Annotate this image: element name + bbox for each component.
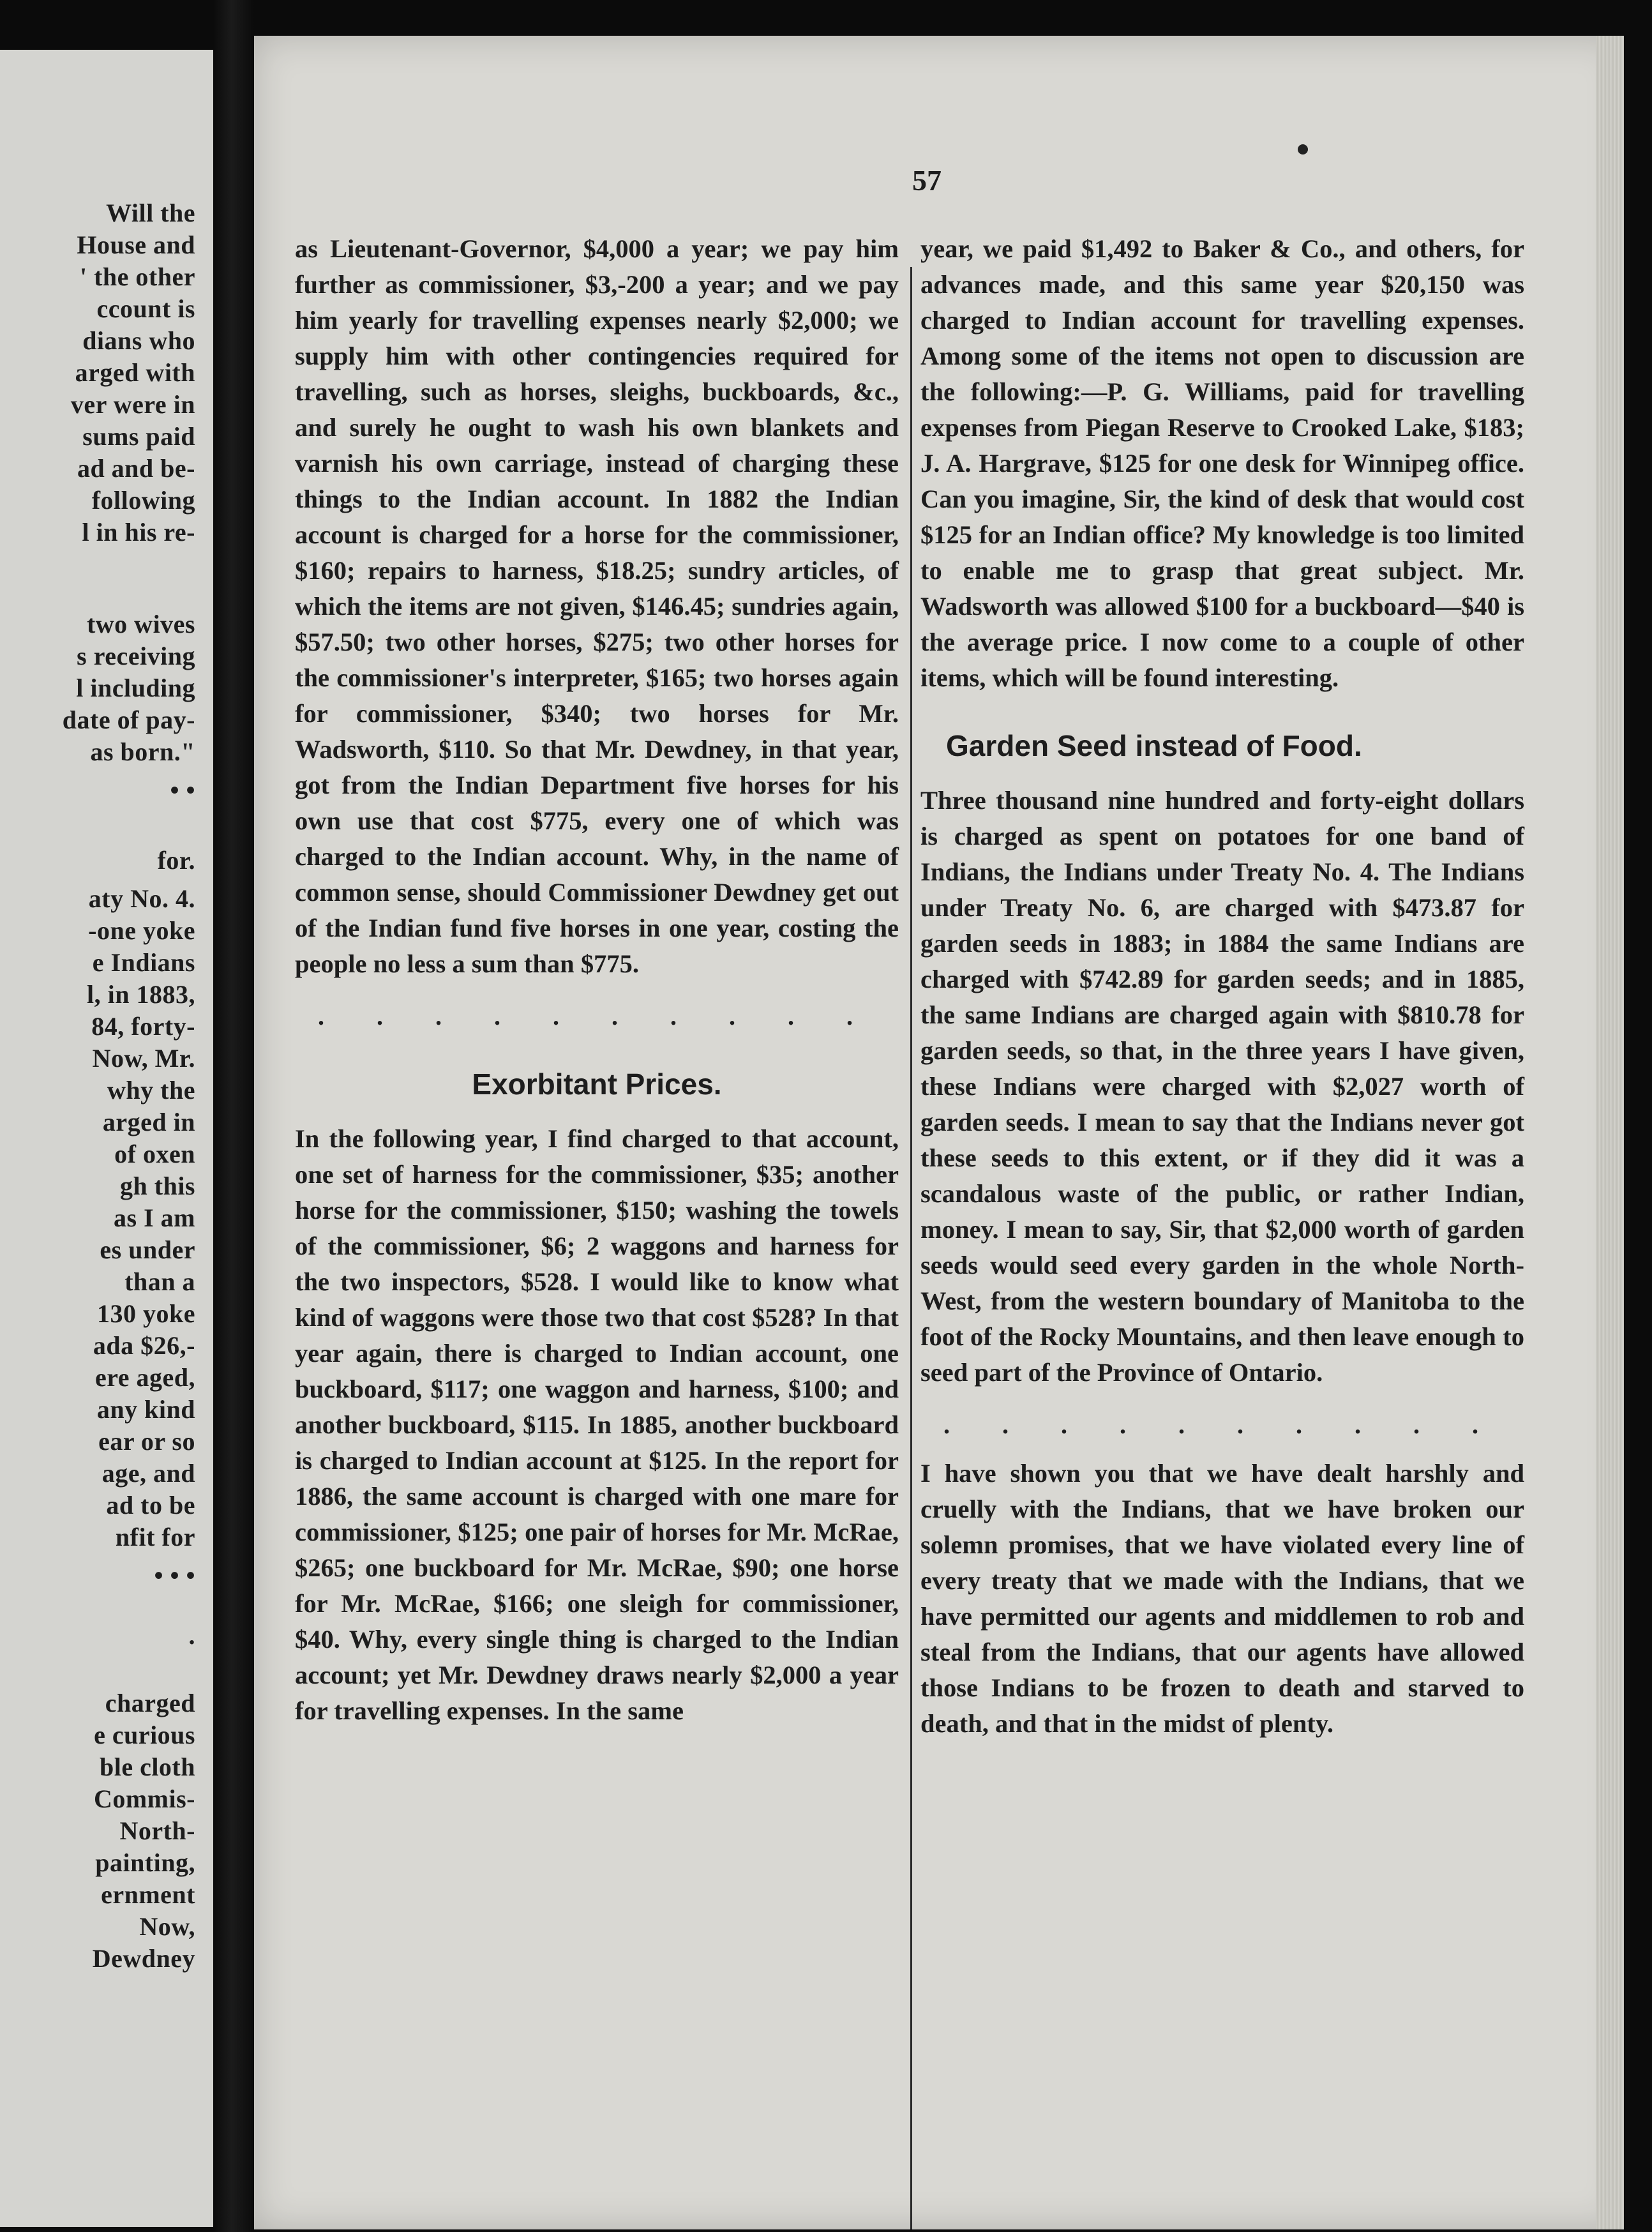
left-page-text-fragment: date of pay-: [62, 705, 195, 734]
left-page-text-fragment: 84, forty-: [91, 1012, 195, 1041]
left-page-text-fragment: ear or so: [98, 1427, 195, 1456]
left-page-text-fragment: as I am: [114, 1203, 195, 1232]
left-page-text-fragment: nfit for: [115, 1523, 195, 1551]
left-page-text-fragment: aty No. 4.: [88, 884, 195, 913]
left-page-text-fragment: arged with: [75, 358, 195, 387]
left-page-text-fragment: any kind: [96, 1395, 195, 1424]
left-page-text-fragment: l, in 1883,: [87, 980, 195, 1009]
section-divider-dots: . . . . . . . . . .: [943, 1410, 1501, 1439]
left-page-text-fragment: • •: [170, 776, 195, 804]
left-page-text-fragment: ccount is: [96, 294, 195, 323]
left-page-text-fragment: ad and be-: [77, 454, 195, 483]
left-page-text-fragment: North-: [119, 1816, 195, 1845]
left-page-text-fragment: e Indians: [92, 948, 195, 977]
heading-exorbitant-prices: Exorbitant Prices.: [472, 1067, 722, 1101]
left-page-text-fragment: painting,: [95, 1848, 195, 1877]
left-page-text-fragment: ble cloth: [99, 1753, 195, 1781]
page-edge: [1596, 36, 1624, 2229]
column-right: [920, 231, 1524, 1742]
column-left-paragraph-2: In the following year, I find charged to that account, one set of harness for the commissioner, $35; another horse for the commissioner, $150; washing the towels of the commissioner, $6; 2 waggons and harness for the two inspectors, $528. I would like to know what kind of waggons were those two that cost $528? In that year again, there is charged to Indian account, one buckboard, $117; one waggon and harness, $100; and another buckboard, $115. In 1885, another buckboard is charged to Indian account at $125. In the report for 1886, the same account is charged with one mare for commissioner, $125; one pair of horses for Mr. McRae, $265; one buckboard for Mr. McRae, $90; one horse for Mr. McRae, $166; one sleigh for commissioner, $40. Why, every single thing is charged to the Indian account; yet Mr. Dewdney draws nearly $2,000 a year for travelling expenses. In the same: [295, 1124, 899, 1725]
left-page-text-fragment: Now, Mr.: [92, 1044, 195, 1073]
left-page-text-fragment: Will the: [106, 199, 195, 227]
left-page-text-fragment: Now,: [139, 1912, 195, 1941]
left-page-text-fragment: dians who: [82, 326, 195, 355]
left-page-text-fragment: ada $26,-: [93, 1331, 195, 1360]
left-page-text-fragment: l in his re-: [82, 518, 195, 547]
left-page-text-fragment: sums paid: [82, 422, 195, 451]
left-page-text-fragment: than a: [124, 1267, 195, 1296]
column-left: [295, 231, 899, 1729]
left-page-text-fragment: e curious: [94, 1721, 195, 1749]
left-page-text-fragment: arged in: [102, 1108, 195, 1136]
left-page-text-fragment: gh this: [120, 1172, 195, 1200]
left-page-text-fragment: ere aged,: [94, 1363, 195, 1392]
left-page-text-fragment: ver were in: [70, 390, 195, 419]
left-page-text-fragment: .: [188, 1621, 195, 1650]
column-rule: [910, 267, 912, 2229]
left-page-text-fragment: l including: [76, 674, 195, 702]
left-page-text-fragment: as born.": [90, 737, 195, 766]
left-page-text-fragment: ernment: [101, 1880, 195, 1909]
left-page-text-fragment: Commis-: [93, 1784, 195, 1813]
column-left-paragraph-1: as Lieutenant-Governor, $4,000 a year; we pay him further as commissioner, $3,-200 a year; and we pay him yearly for travelling expenses nearly $2,000; we supply him with other contingencies required for travelling, such as horses, sleighs, buckboards, &c., and surely he ought to wash his own blankets and varnish his own carriage, instead of charging these things to the Indian account. In 1882 the Indian account is charged for a horse for the commissioner, $160; repairs to harness, $18.25; sundry articles, of which the items are not given, $146.45; sundries again, $57.50; two other horses, $275; two other horses for the commissioner's interpreter, $165; two horses again for commissioner, $340; two horses for Mr. Wadsworth, $110. So that Mr. Dewdney, in that year, got from the Indian Department five horses for his own use that cost $775, every one of which was charged to the Indian account. Why, in the name of common sense, should Commissioner Dewdney get out of the Indian fund five horses in one year, costing the people no less a sum than $775.: [295, 234, 899, 978]
left-page-text-fragment: for.: [157, 846, 195, 875]
left-page-text-fragment: s receiving: [77, 642, 195, 670]
left-page-text-fragment: charged: [105, 1689, 195, 1717]
left-page-text-fragment: House and: [77, 230, 195, 259]
section-divider-dots: . . . . . . . . . .: [318, 1002, 876, 1030]
left-page-text-fragment: 130 yoke: [97, 1299, 195, 1328]
heading-garden-seed: Garden Seed instead of Food.: [946, 729, 1362, 762]
page-number: 57: [912, 164, 942, 197]
left-page-fragment: [0, 50, 213, 2227]
book-gutter: [213, 0, 254, 2232]
left-page-text-fragment: ' the other: [79, 262, 195, 291]
left-page-text-fragment: -one yoke: [88, 916, 195, 945]
left-page-text-fragment: ad to be: [106, 1491, 195, 1519]
ink-speck: [1298, 144, 1308, 155]
left-page-text-fragment: following: [91, 486, 195, 515]
left-page-text-fragment: es under: [100, 1235, 195, 1264]
left-page-text-fragment: why the: [107, 1076, 195, 1105]
left-page-text-fragment: of oxen: [114, 1140, 195, 1168]
left-page-text-fragment: Dewdney: [92, 1944, 195, 1973]
main-page: [254, 36, 1624, 2229]
column-right-paragraph-1: year, we paid $1,492 to Baker & Co., and others, for advances made, and this same year $20,150 was charged to Indian account for travelling expenses. Among some of the items not open to discussion are the following:—P. G. Williams, paid for travelling expenses from Piegan Reserve to Crooked Lake, $183; J. A. Hargrave, $125 for one desk for Winnipeg office. Can you imagine, Sir, the kind of desk that would cost $125 for an Indian office? My knowledge is too limited to enable me to grasp that great subject. Mr. Wadsworth was allowed $100 for a buckboard—$40 is the average price. I now come to a couple of other items, which will be found interesting.: [920, 234, 1524, 692]
column-right-paragraph-2: Three thousand nine hundred and forty-eight dollars is charged as spent on potatoes for one band of Indians, the Indians under Treaty No. 4. The Indians under Treaty No. 6, are charged with $473.87 for garden seeds in 1883; in 1884 the same Indians are charged with $742.89 for garden seeds; and in 1885, the same Indians are charged again with $810.78 for garden seeds, so that, in the three years I have given, these Indians were charged with $2,027 worth of garden seeds. I mean to say that the Indians never got these seeds to this extent, or if they did it was a scandalous waste of the public, or rather Indian, money. I mean to say, Sir, that $2,000 worth of garden seeds would seed every garden in the whole North-West, from the western boundary of Manitoba to the foot of the Rocky Mountains, and then leave enough to seed part of the Province of Ontario.: [920, 786, 1524, 1387]
left-page-text-fragment: age, and: [101, 1459, 195, 1488]
left-page-text-fragment: • • •: [154, 1561, 195, 1590]
left-page-text-fragment: two wives: [86, 610, 195, 638]
column-right-paragraph-3: I have shown you that we have dealt harshly and cruelly with the Indians, that we have broken our solemn promises, that we have violated every line of every treaty that we made with the Indians, that we have permitted our agents and middlemen to rob and steal from the Indians, that our agents have allowed those Indians to be frozen to death and starved to death, and that in the midst of plenty.: [920, 1459, 1524, 1738]
